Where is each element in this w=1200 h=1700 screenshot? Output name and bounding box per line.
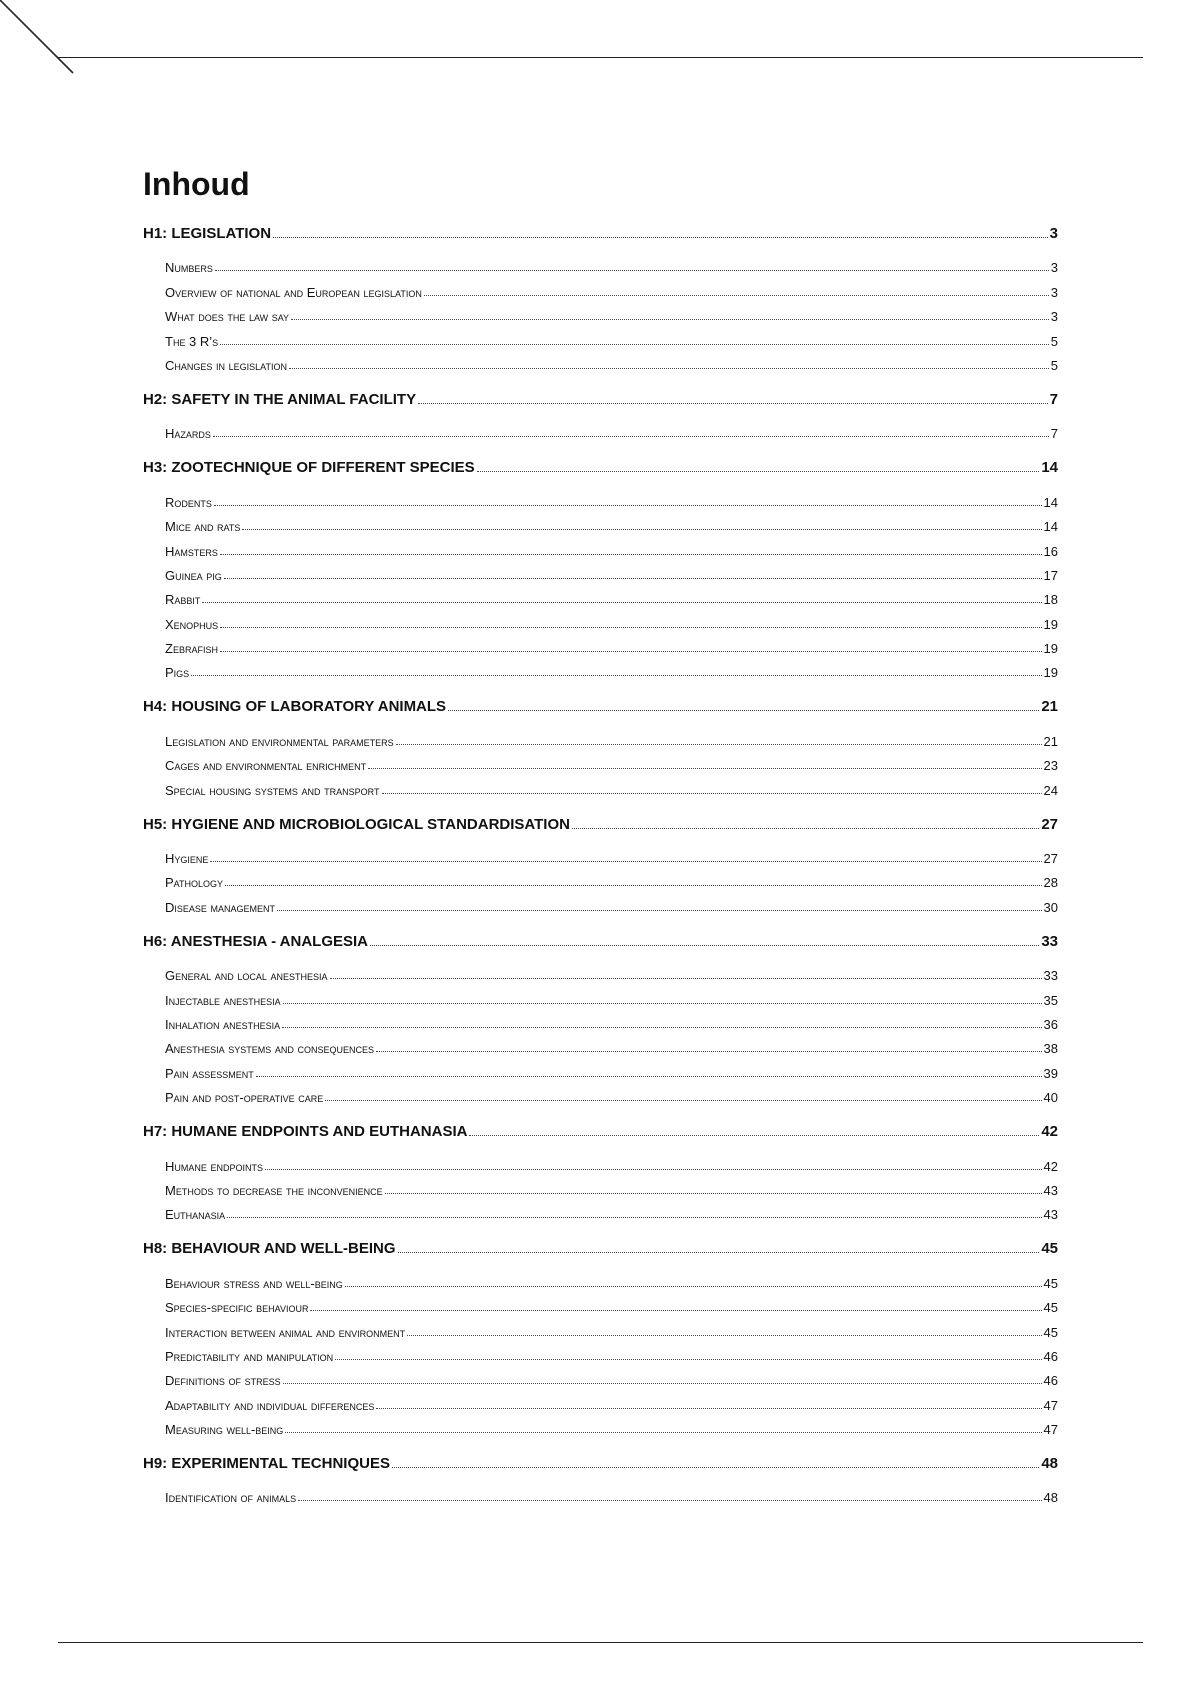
footer-rule — [58, 1642, 1143, 1643]
toc-section-title: Cages and environmental enrichment — [165, 758, 367, 774]
toc-page-number: 33 — [1043, 968, 1058, 984]
toc-chapter-entry[interactable] — [143, 1229, 1058, 1257]
toc-leader-dots — [283, 1003, 1042, 1004]
toc-section-title: Inhalation anesthesia — [165, 1016, 281, 1032]
toc-page-number: 3 — [1050, 260, 1058, 276]
toc-chapter — [143, 1112, 1058, 1229]
toc-section-entry[interactable] — [143, 1364, 1058, 1388]
toc-section-entry[interactable] — [143, 866, 1058, 890]
toc-section-entry[interactable] — [143, 1315, 1058, 1339]
toc-leader-dots — [345, 1286, 1042, 1287]
toc-section-entry[interactable] — [143, 842, 1058, 866]
toc-page-number: 28 — [1043, 875, 1058, 891]
toc-section-title: Euthanasia — [165, 1207, 226, 1223]
toc-page-number: 19 — [1043, 616, 1058, 632]
toc-section-title: Disease management — [165, 899, 276, 915]
toc-leader-dots — [273, 237, 1048, 238]
toc-section-title: Hygiene — [165, 851, 209, 867]
toc-section-title: Pain and post-operative care — [165, 1090, 324, 1106]
toc-page-number: 5 — [1050, 333, 1058, 349]
toc-leader-dots — [376, 1408, 1041, 1409]
toc-leader-dots — [424, 295, 1049, 296]
toc-page-number: 21 — [1041, 698, 1058, 716]
toc-chapter — [143, 922, 1058, 1112]
toc-page-number: 16 — [1043, 543, 1058, 559]
corner-mark — [0, 0, 80, 80]
toc-section-title: Changes in legislation — [165, 357, 287, 373]
toc-page-number: 46 — [1043, 1348, 1058, 1364]
toc-leader-dots — [418, 403, 1048, 404]
toc-chapter-entry[interactable] — [143, 380, 1058, 408]
toc-leader-dots — [298, 1500, 1041, 1501]
toc-page-number: 46 — [1043, 1373, 1058, 1389]
chapter-spacer — [143, 1505, 1058, 1512]
toc-page-number: 47 — [1043, 1422, 1058, 1438]
toc-leader-dots — [256, 1076, 1042, 1077]
toc-page-number: 3 — [1050, 284, 1058, 300]
toc-section-title: Pain assessment — [165, 1065, 254, 1081]
toc-chapter-title: H5: HYGIENE AND MICROBIOLOGICAL STANDARDISATION — [143, 815, 570, 833]
toc-chapter-entry[interactable] — [143, 805, 1058, 833]
toc-chapter-title: H1: LEGISLATION — [143, 225, 272, 242]
toc-leader-dots — [325, 1100, 1041, 1101]
toc-leader-dots — [382, 793, 1042, 794]
toc-page-number: 27 — [1043, 851, 1058, 867]
toc-section-entry[interactable] — [143, 534, 1058, 558]
toc-leader-dots — [392, 1467, 1039, 1468]
toc-chapter-title: H3: ZOOTECHNIQUE OF DIFFERENT SPECIES — [143, 459, 475, 477]
toc-chapter — [143, 214, 1058, 380]
toc-page-number: 19 — [1043, 665, 1058, 681]
toc-section-entry[interactable] — [143, 1056, 1058, 1080]
toc-leader-dots — [202, 602, 1041, 603]
toc-chapter — [143, 1229, 1058, 1444]
toc-leader-dots — [289, 368, 1049, 369]
toc-section-title: Identification of animals — [165, 1490, 297, 1506]
toc-chapter-entry[interactable] — [143, 214, 1058, 242]
toc-page-number: 39 — [1043, 1065, 1058, 1081]
toc-leader-dots — [227, 1217, 1041, 1218]
toc-page-number: 3 — [1049, 225, 1058, 242]
toc-chapter-entry[interactable] — [143, 448, 1058, 476]
toc-chapter-title: H7: HUMANE ENDPOINTS AND EUTHANASIA — [143, 1123, 468, 1141]
chapter-spacer — [143, 915, 1058, 922]
toc-section-title: Methods to decrease the inconvenience — [165, 1182, 383, 1198]
toc-chapter — [143, 448, 1058, 687]
toc-leader-dots — [396, 744, 1042, 745]
toc-page-number: 43 — [1043, 1207, 1058, 1223]
toc-section-title: Rabbit — [165, 592, 201, 608]
toc-section-entry[interactable] — [143, 559, 1058, 583]
toc-section-entry[interactable] — [143, 1198, 1058, 1222]
toc-section-entry[interactable] — [143, 510, 1058, 534]
toc-page-number: 40 — [1043, 1090, 1058, 1106]
toc-leader-dots — [291, 319, 1049, 320]
toc-section-title: Xenophus — [165, 616, 219, 632]
toc-section-entry[interactable] — [143, 1481, 1058, 1505]
toc-leader-dots — [191, 675, 1041, 676]
chapter-spacer — [143, 680, 1058, 687]
toc-page-number: 35 — [1043, 992, 1058, 1008]
toc-section-entry[interactable] — [143, 1291, 1058, 1315]
toc-page-number: 14 — [1043, 519, 1058, 535]
toc-leader-dots — [283, 1383, 1042, 1384]
toc-page-number: 24 — [1043, 782, 1058, 798]
toc-page-number: 45 — [1043, 1275, 1058, 1291]
toc-section-entry[interactable] — [143, 773, 1058, 797]
toc-section-entry[interactable] — [143, 724, 1058, 748]
toc-section-title: Overview of national and European legislation — [165, 284, 422, 300]
header-rule — [58, 57, 1143, 58]
toc-leader-dots — [225, 885, 1042, 886]
toc-leader-dots — [282, 1027, 1041, 1028]
toc-page-number: 5 — [1050, 357, 1058, 373]
toc-page-number: 43 — [1043, 1182, 1058, 1198]
toc-page-number: 14 — [1043, 494, 1058, 510]
toc-section-title: Guinea pig — [165, 567, 222, 583]
toc-page-number: 19 — [1043, 641, 1058, 657]
toc-section-title: Hazards — [165, 426, 211, 442]
toc-leader-dots — [448, 710, 1039, 711]
page-title: Inhoud — [143, 166, 250, 202]
toc-leader-dots — [265, 1169, 1042, 1170]
toc-leader-dots — [214, 505, 1042, 506]
toc-page-number: 36 — [1043, 1016, 1058, 1032]
toc-chapter — [143, 687, 1058, 804]
toc-page-number: 27 — [1041, 815, 1058, 833]
toc-leader-dots — [310, 1310, 1041, 1311]
toc-page-number: 3 — [1050, 309, 1058, 325]
toc-page-number: 48 — [1043, 1490, 1058, 1506]
chapter-spacer — [143, 1105, 1058, 1112]
toc-page-number: 14 — [1041, 459, 1058, 477]
toc-section-title: Behaviour stress and well-being — [165, 1275, 343, 1291]
chapter-spacer — [143, 798, 1058, 805]
toc-section-entry[interactable] — [143, 890, 1058, 914]
toc-section-entry[interactable] — [143, 349, 1058, 373]
toc-leader-dots — [385, 1193, 1042, 1194]
toc-page-number: 21 — [1043, 733, 1058, 749]
toc-section-title: General and local anesthesia — [165, 968, 328, 984]
toc-page-number: 17 — [1043, 567, 1058, 583]
toc-section-title: Definitions of stress — [165, 1373, 281, 1389]
toc-section-entry[interactable] — [143, 1174, 1058, 1198]
toc-section-entry[interactable] — [143, 632, 1058, 656]
toc-section-title: Hamsters — [165, 543, 218, 559]
toc-section-title: Mice and rats — [165, 519, 241, 535]
toc-leader-dots — [215, 270, 1049, 271]
toc-page-number: 42 — [1043, 1158, 1058, 1174]
toc-section-entry[interactable] — [143, 1032, 1058, 1056]
toc-leader-dots — [220, 344, 1049, 345]
toc-section-entry[interactable] — [143, 1388, 1058, 1412]
toc-chapter-entry[interactable] — [143, 1444, 1058, 1472]
chapter-spacer — [143, 1437, 1058, 1444]
toc-page-number: 45 — [1043, 1300, 1058, 1316]
toc-page-number: 33 — [1041, 932, 1058, 950]
toc-page-number: 23 — [1043, 758, 1058, 774]
toc-section-title: Measuring well-being — [165, 1422, 284, 1438]
toc-leader-dots — [285, 1432, 1041, 1433]
toc-section-title: Special housing systems and transport — [165, 782, 380, 798]
toc-page-number: 48 — [1041, 1455, 1058, 1473]
toc-leader-dots — [477, 471, 1040, 472]
toc-page-number: 45 — [1041, 1240, 1058, 1258]
toc-leader-dots — [330, 978, 1042, 979]
toc-section-entry[interactable] — [143, 983, 1058, 1007]
toc-page-number: 47 — [1043, 1397, 1058, 1413]
chapter-spacer — [143, 373, 1058, 380]
toc-section-entry[interactable] — [143, 959, 1058, 983]
toc-section-entry[interactable] — [143, 275, 1058, 299]
toc-page-number: 7 — [1049, 390, 1058, 408]
toc-chapter-title: H4: HOUSING OF LABORATORY ANIMALS — [143, 698, 447, 716]
toc-chapter-entry[interactable] — [143, 687, 1058, 715]
toc-section-entry[interactable] — [143, 485, 1058, 509]
toc-section-entry[interactable] — [143, 1266, 1058, 1290]
toc-section-title: Zebrafish — [165, 641, 218, 657]
toc-section-title: Numbers — [165, 260, 213, 276]
toc-section-entry[interactable] — [143, 324, 1058, 348]
toc-chapter — [143, 1444, 1058, 1512]
toc-leader-dots — [220, 651, 1042, 652]
toc-leader-dots — [220, 554, 1042, 555]
toc-chapter-title: H6: ANESTHESIA - ANALGESIA — [143, 932, 369, 950]
chapter-spacer — [143, 1222, 1058, 1229]
toc-leader-dots — [370, 945, 1039, 946]
toc-section-entry[interactable] — [143, 583, 1058, 607]
toc-section-entry[interactable] — [143, 417, 1058, 441]
toc-leader-dots — [376, 1051, 1041, 1052]
toc-leader-dots — [210, 861, 1041, 862]
toc-leader-dots — [368, 768, 1041, 769]
toc-section-entry[interactable] — [143, 607, 1058, 631]
toc-section-title: Predictability and manipulation — [165, 1348, 334, 1364]
toc-section-title: The 3 R’s — [165, 333, 219, 349]
toc-section-entry[interactable] — [143, 251, 1058, 275]
toc-section-entry[interactable] — [143, 300, 1058, 324]
toc-section-entry[interactable] — [143, 1340, 1058, 1364]
toc-section-entry[interactable] — [143, 749, 1058, 773]
toc-section-title: Legislation and environmental parameters — [165, 733, 394, 749]
toc-leader-dots — [242, 529, 1041, 530]
toc-section-entry[interactable] — [143, 1149, 1058, 1173]
toc-leader-dots — [335, 1359, 1041, 1360]
toc-section-entry[interactable] — [143, 1081, 1058, 1105]
toc-chapter-title: H8: BEHAVIOUR AND WELL-BEING — [143, 1240, 396, 1258]
toc-section-title: What does the law say — [165, 309, 290, 325]
chapter-spacer — [143, 441, 1058, 448]
toc-page-number: 30 — [1043, 899, 1058, 915]
toc-chapter-entry[interactable] — [143, 1112, 1058, 1140]
toc-section-entry[interactable] — [143, 656, 1058, 680]
toc-section-entry[interactable] — [143, 1413, 1058, 1437]
toc-section-title: Injectable anesthesia — [165, 992, 281, 1008]
toc-section-title: Anesthesia systems and consequences — [165, 1041, 375, 1057]
toc-chapter — [143, 380, 1058, 448]
toc-leader-dots — [398, 1252, 1040, 1253]
toc-page-number: 38 — [1043, 1041, 1058, 1057]
toc-chapter-entry[interactable] — [143, 922, 1058, 950]
toc-section-title: Pathology — [165, 875, 224, 891]
toc-leader-dots — [213, 436, 1049, 437]
toc-chapter — [143, 805, 1058, 922]
toc-section-title: Species-specific behaviour — [165, 1300, 309, 1316]
toc-page-number: 42 — [1041, 1123, 1058, 1141]
toc-leader-dots — [220, 627, 1041, 628]
toc-section-title: Rodents — [165, 494, 212, 510]
toc-leader-dots — [277, 910, 1042, 911]
toc-page-number: 45 — [1043, 1324, 1058, 1340]
toc-section-title: Interaction between animal and environment — [165, 1324, 406, 1340]
toc-section-title: Adaptability and individual differences — [165, 1397, 375, 1413]
toc-leader-dots — [469, 1135, 1039, 1136]
toc-leader-dots — [224, 578, 1042, 579]
toc-section-entry[interactable] — [143, 1008, 1058, 1032]
toc-section-title: Pigs — [165, 665, 190, 681]
toc-page-number: 7 — [1050, 426, 1058, 442]
toc-chapter-title: H9: EXPERIMENTAL TECHNIQUES — [143, 1455, 390, 1473]
toc-page-number: 18 — [1043, 592, 1058, 608]
toc-leader-dots — [572, 828, 1039, 829]
toc-chapter-title: H2: SAFETY IN THE ANIMAL FACILITY — [143, 390, 417, 408]
table-of-contents — [143, 214, 1058, 1512]
toc-leader-dots — [407, 1335, 1041, 1336]
toc-section-title: Humane endpoints — [165, 1158, 264, 1174]
